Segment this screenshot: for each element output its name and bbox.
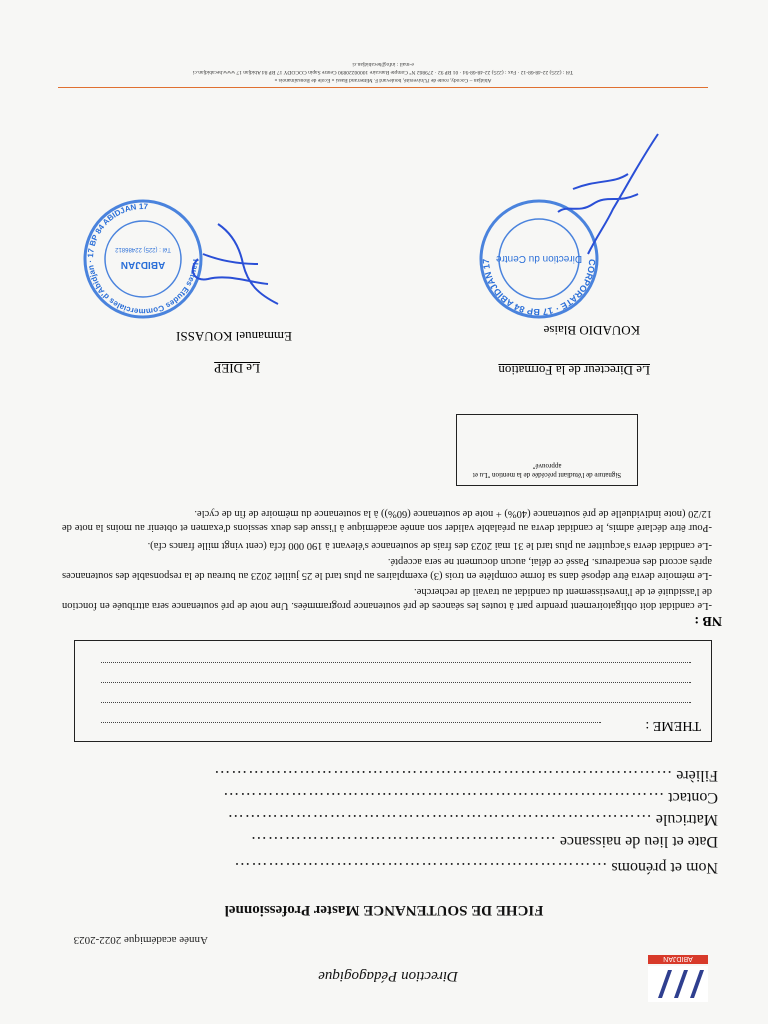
field-label: Nom et prénoms (611, 859, 718, 876)
nb-paragraph: -Le candidat doit obligatoirement prendre part à toutes les séances de pré soutenance programmées. Une note de pré soutenance sera attribuée en fonction de l'assiduité et de l'investissement du candidat au travail de recherche. (62, 586, 712, 611)
footer-address: Abidjan – Cocody, route de l'Université, boulevard F. Mitterrand Bassi « Ecole de Bonsaïmanois » (274, 77, 492, 83)
stamp-center-text: ABIDJAN (120, 259, 166, 270)
footer-contacts: Tél : (225) 22-48-68-12 · Fax : (225) 22-48-68-94 · 01 BP 92 · 279862 N° Compte Bancaire 10000220890 Centre Sapin COCODY 17 BP 84 Abidjan 17 www.hecabidjan.ci (192, 69, 574, 75)
footer (58, 60, 708, 84)
field-nom (233, 858, 718, 876)
svg-text:CORPORATE · 17 BP 84 ABIDJAN 1 (481, 259, 597, 318)
stamp-ring-text: Hautes Etudes Commerciales d'Abidjan · 17 BP 84 ABIDJAN 17 (85, 201, 201, 317)
field-dots: …………………………………………………………………… (222, 789, 665, 806)
logo-sub: ABIDJAN (663, 955, 693, 962)
theme-line (101, 702, 691, 703)
signature-box-text: Signature de l'étudiant précédée de la mention "Lu et approuvé" (472, 462, 622, 479)
theme-line (101, 722, 601, 723)
diep-name: Emmanuel KOUASSI (176, 329, 292, 344)
academic-year: Année académique 2022-2023 (73, 934, 208, 946)
stamp-tel: Tél : (225) 22486812 (115, 246, 171, 252)
theme-line (101, 662, 691, 663)
field-dots: ………………………………………………………………… (226, 811, 652, 828)
field-naissance (250, 832, 718, 850)
field-dots: ……………………………………………………………………… (213, 767, 673, 784)
diep-signature (178, 214, 288, 324)
field-label: Matricule (655, 811, 718, 828)
nb-paragraph: -Le mémoire devra être déposé dans sa forme complète en trois (3) exemplaires au plus tard le 25 juillet 2023 au bureau de la responsable des soutenances après accord des encadreurs. Passé ce délai, aucun document ne sera accepté. (62, 556, 712, 581)
student-signature-box (456, 414, 638, 486)
theme-label: THEME : (645, 718, 701, 733)
stamp-ring-text: CORPORATE · 17 BP 84 ABIDJAN 17 (480, 258, 598, 318)
field-dots: ………………………………………………………… (233, 859, 608, 876)
field-filiere (213, 766, 718, 784)
field-label: Date et lieu de naissance (559, 833, 718, 850)
field-label: Filière (676, 767, 718, 784)
field-contact (222, 788, 718, 806)
page-title: FICHE DE SOUTENANCE Master Professionnel (224, 902, 544, 918)
director-title: Le Directeur de la Formation (498, 363, 650, 378)
field-matricule (227, 810, 718, 828)
theme-line (101, 682, 691, 683)
hec-logo (598, 954, 708, 1002)
director-signature (548, 124, 668, 264)
field-dots: ……………………………………………… (249, 833, 556, 850)
director-name: KOUADIO Blaise (543, 323, 640, 338)
diep-title: Le DIEP (214, 361, 260, 376)
field-label: Contact (668, 789, 718, 806)
footer-email: e-mail : info@hecabidjan.ci (352, 61, 414, 67)
theme-box (74, 640, 712, 742)
direction-heading: Direction Pédagogique (318, 968, 458, 984)
nb-paragraph: -Pour être déclaré admis, le candidat devra au préalable valider son année académique à l'issue des deux sessions d'examen et obtenir au moins la note de 12/20 (note individuelle de pré soutenance (40%) + note de soutenance (60%)) à la soutenance du mémoire de fin de cycle. (62, 508, 712, 533)
footer-rule (58, 87, 708, 88)
nb-label: NB : (694, 613, 722, 628)
stamp-center-text: Direction du Centre (495, 253, 583, 264)
nb-paragraph: -Le candidat devra s'acquitter au plus tard le 31 mai 2023 des frais de soutenance s'élevant à 190 000 fcfa (cent vingt mille francs cfa). (147, 540, 712, 551)
